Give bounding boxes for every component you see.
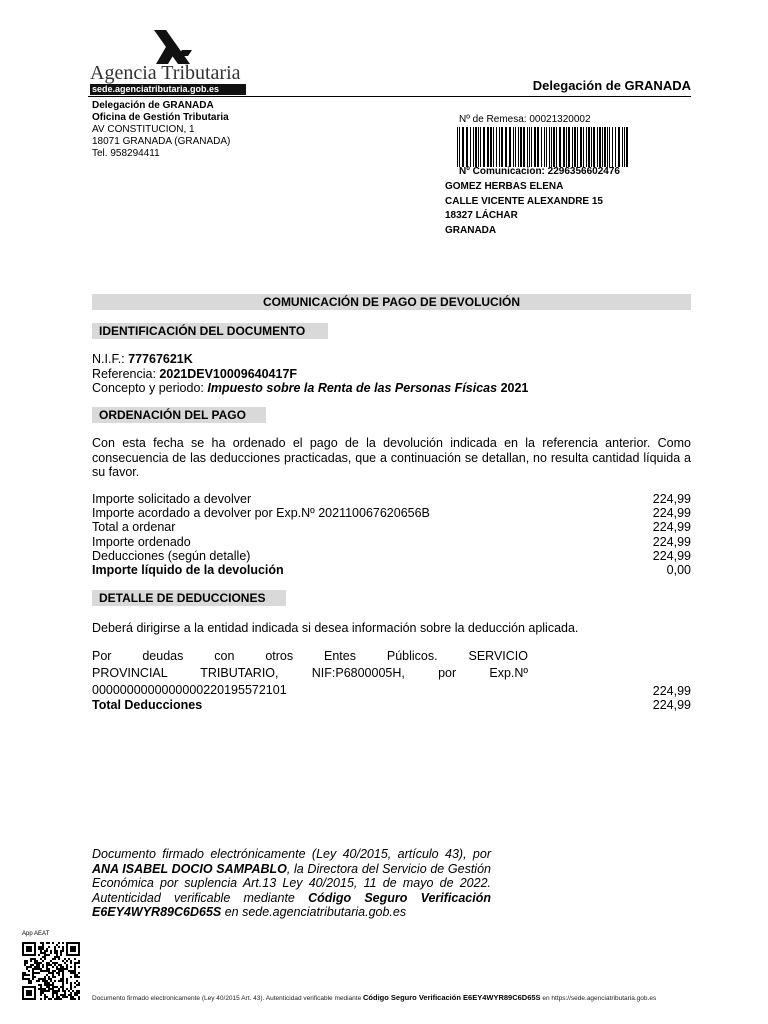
office-line-4: 18071 GRANADA (GRANADA) [92,136,231,147]
amount-value: 224,99 [652,506,691,521]
nif-row [92,352,528,367]
delegacion-header: Delegación de GRANADA [532,78,691,93]
footer-verification [92,993,656,1002]
firma-text-3: en sede.agenciatributaria.gob.es [224,905,407,919]
nif-value: 77767621K [128,352,193,366]
document-title: COMUNICACIÓN DE PAGO DE DEVOLUCIÓN [92,294,691,310]
amount-row [92,492,691,506]
deduccion-amount: 224,99 [652,684,691,698]
deduccion-description [92,648,528,699]
agency-name: Agencia Tributaria [90,62,241,84]
office-address [92,100,230,160]
amount-row [92,520,691,534]
ordenacion-paragraph: Con esta fecha se ha ordenado el pago de la devolución indicada en la referencia anterior. Como consecuencia de las deducciones practicadas, que a continuación se detallan, no resulta cantidad líquida a su favor. [92,436,691,479]
total-deducciones-value: 224,99 [652,698,691,712]
total-deducciones-label: Total Deducciones [92,698,203,712]
footer-text-2: en https://sede.agenciatributaria.gob.es [542,995,657,1002]
amount-row [92,535,691,549]
amount-label: Importe líquido de la devolución [92,562,284,577]
amount-label: Total a ordenar [92,520,176,535]
office-line-5: Tel. 958294411 [92,148,160,159]
concepto-label: Concepto y periodo: [92,381,204,395]
recipient-city: 18327 LÁCHAR [445,210,518,221]
barcode [455,127,632,167]
firma-block [92,847,491,920]
amount-value: 224,99 [652,492,691,506]
amount-label: Importe acordado a devolver por Exp.Nº 202110067620656B [92,506,430,521]
recipient-province: GRANADA [445,224,497,236]
agency-url: sede.agenciatributaria.gob.es [90,84,246,95]
deduccion-line-1: Por deudas con otros Entes Públicos. SERVICIO [92,649,528,663]
periodo-value: 2021 [500,381,529,395]
referencia-row [92,367,528,382]
amounts-table [92,492,691,577]
firma-text-2: , la Directora del Servicio de Gestión Económica por suplencia Art.13 Ley 40/2015, 11 de mayo de 2022. Autenticidad verificable mediante [92,861,491,905]
amount-value: 224,99 [652,548,691,563]
agencia-tributaria-logo [88,30,250,96]
csv-code: E6EY4WYR89C6D65S [92,905,222,919]
amount-row [92,549,691,563]
deducciones-intro: Deberá dirigirse a la entidad indicada si desea información sobre la deducción aplicada. [92,621,579,635]
nif-label: N.I.F.: [92,352,125,366]
section-detalle-deducciones: DETALLE DE DEDUCCIONES [92,590,286,606]
concepto-row [92,381,528,396]
firma-text-1: Documento firmado electrónicamente (Ley 40/2015, artículo 43), por [92,847,491,861]
aeat-logo-mark-icon [146,30,196,64]
amount-row [92,563,691,577]
total-deducciones-row [92,698,691,712]
office-line-3: AV CONSTITUCION, 1 [92,124,195,135]
amount-label: Deducciones (según detalle) [92,548,251,563]
concepto-value: Impuesto sobre la Renta de las Personas Físicas [207,381,498,395]
office-line-1: Delegación de GRANADA [92,100,214,111]
qr-code-icon[interactable] [22,942,80,1000]
comunicacion-number: Nº Comunicacion: 2296356602476 [459,166,620,177]
section-ordenacion: ORDENACIÓN DEL PAGO [92,407,266,423]
amount-value: 224,99 [652,534,691,549]
footer-text-1: Documento firmado electronicamente (Ley 40/2015 Art. 43). Autenticidad verificable mediante [92,995,362,1002]
firmante-name: ANA ISABEL DOCIO SAMPABLO [92,861,287,876]
remesa-number: Nº de Remesa: 00021320002 [459,114,591,125]
deduccion-line-2: PROVINCIAL TRIBUTARIO, NIF:P6800005H, por Exp.Nº [92,666,528,680]
app-aeat-label: App AEAT [22,931,50,937]
footer-csv: Código Seguro Verificación E6EY4WYR89C6D65S [363,993,541,1002]
amount-label: Importe solicitado a devolver [92,492,252,506]
section-identificacion: IDENTIFICACIÓN DEL DOCUMENTO [92,323,328,339]
recipient-name: GOMEZ HERBAS ELENA [445,181,564,192]
amount-value: 224,99 [652,520,691,535]
deduccion-line-3: 0000000000000000220195572101 [92,683,287,697]
recipient-street: CALLE VICENTE ALEXANDRE 15 [445,195,603,207]
document-identification [92,352,528,396]
recipient-address [445,180,603,238]
csv-label: Código Seguro Verificación [308,890,491,905]
amount-label: Importe ordenado [92,534,191,549]
amount-value: 0,00 [666,562,691,577]
office-line-2: Oficina de Gestión Tributaria [92,112,229,123]
amount-row [92,506,691,520]
referencia-label: Referencia: [92,366,156,381]
header-divider [88,96,691,97]
referencia-value: 2021DEV10009640417F [159,366,298,381]
